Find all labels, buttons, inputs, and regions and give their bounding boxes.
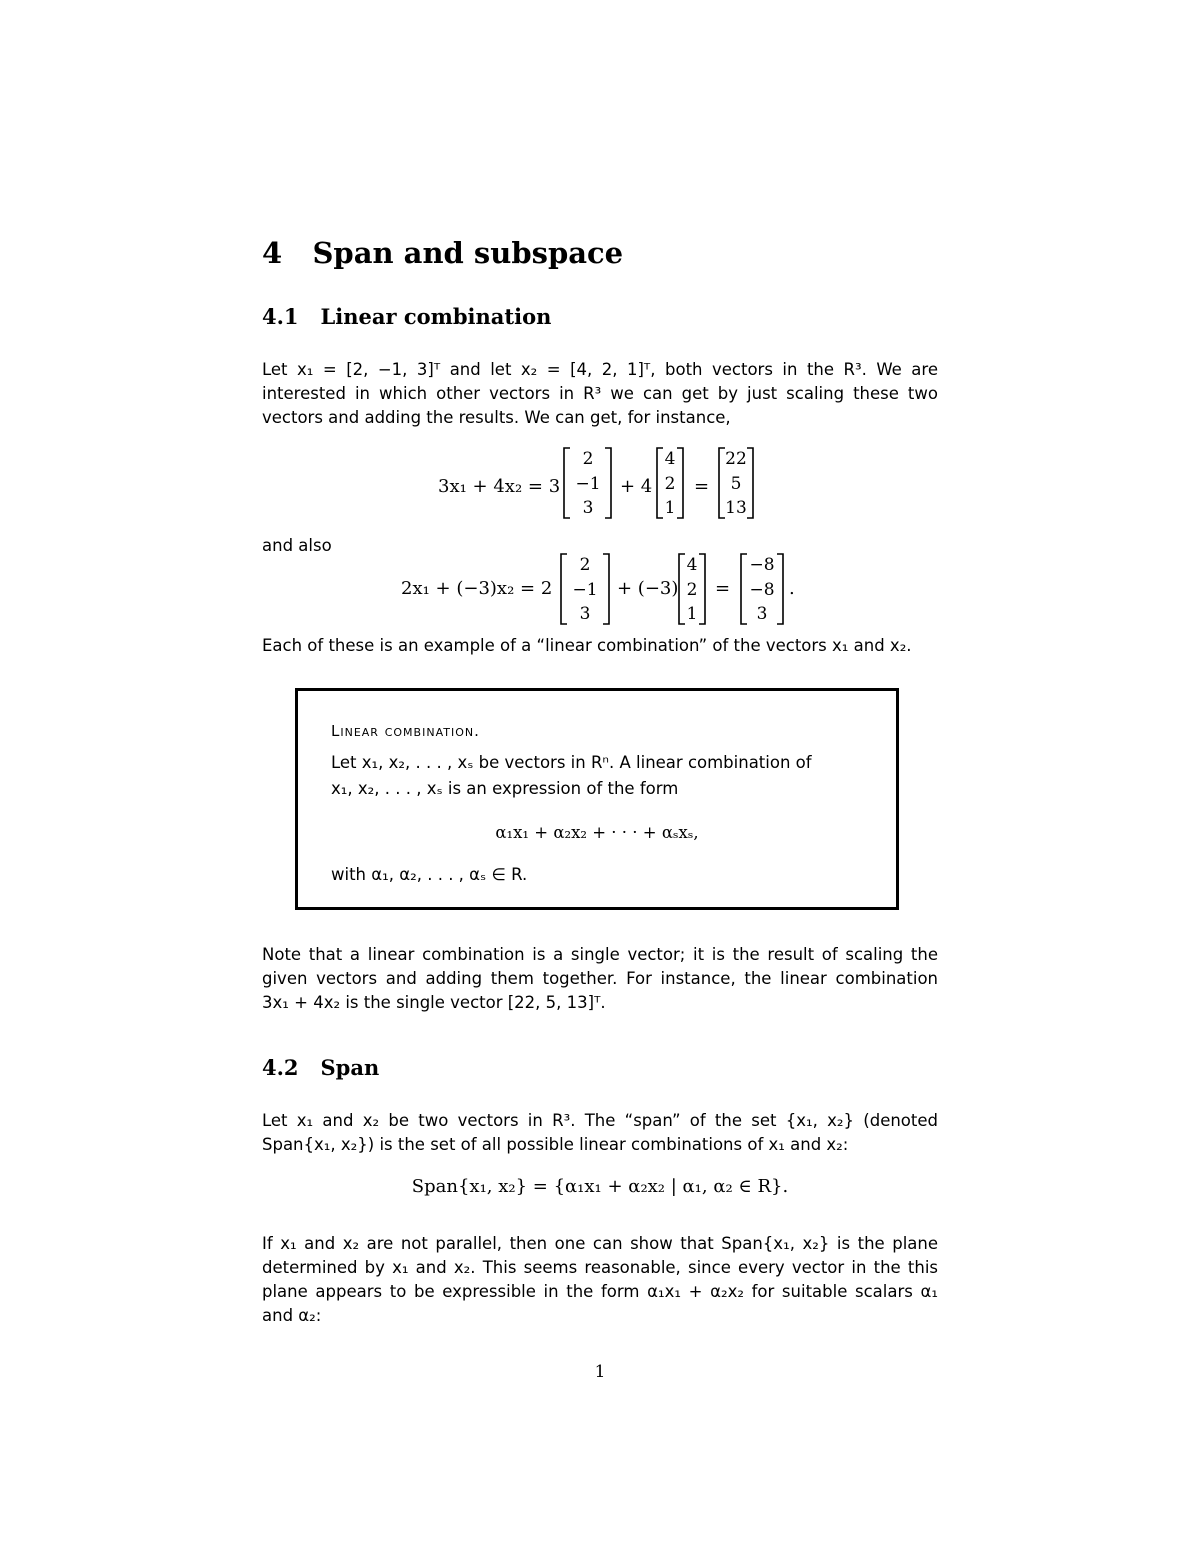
vector-entry: 1	[664, 498, 676, 518]
vector-entry: −8	[749, 580, 775, 600]
subsection-number: 4.1	[262, 304, 299, 329]
text-line: vectors and adding the results. We can get, for instance,	[262, 408, 731, 427]
page-number: 1	[594, 1362, 606, 1382]
definition-formula: α₁x₁ + α₂x₂ + · · · + αₛxₛ,	[495, 823, 699, 842]
paragraph-plane	[262, 1232, 938, 1328]
vector-entry: 13	[725, 498, 747, 518]
vector-entry: −1	[575, 474, 601, 494]
text-line: Let x₁ = [2, −1, 3]ᵀ and let x₂ = [4, 2, 1]ᵀ, both vectors in the R³. We are	[262, 360, 938, 379]
equation-lhs: 3x₁ + 4x₂ = 3	[438, 476, 561, 497]
subsection-number: 4.2	[262, 1055, 299, 1080]
equation-linear-combination-2	[395, 548, 815, 638]
text-and-also: and also	[262, 536, 332, 555]
section-heading	[262, 236, 623, 270]
definition-line: x₁, x₂, . . . , xₛ is an expression of the form	[331, 779, 679, 798]
equation-span-definition: Span{x₁, x₂} = {α₁x₁ + α₂x₂ | α₁, α₂ ∈ R}.	[411, 1176, 789, 1197]
text-line: Let x₁ and x₂ be two vectors in R³. The “span” of the set {x₁, x₂} (denoted	[262, 1111, 938, 1130]
text-line: Span{x₁, x₂}) is the set of all possible linear combinations of x₁ and x₂:	[262, 1135, 849, 1154]
vector-entry: 2	[664, 474, 676, 494]
definition-box	[295, 688, 899, 910]
text-line: determined by x₁ and x₂. This seems reasonable, since every vector in the this	[262, 1258, 938, 1277]
vector-entry: 3	[579, 604, 591, 624]
text-line: given vectors and adding them together. For instance, the linear combination	[262, 969, 938, 988]
text-line: If x₁ and x₂ are not parallel, then one can show that Span{x₁, x₂} is the plane	[262, 1234, 938, 1253]
subsection-heading-linear-combination	[262, 304, 551, 329]
equation-period: .	[789, 578, 795, 599]
equals-sign: =	[694, 476, 710, 497]
section-number: 4	[262, 236, 283, 270]
paragraph-span-intro	[262, 1109, 938, 1157]
text-line: interested in which other vectors in R³ we can get by just scaling these two	[262, 384, 938, 403]
text-line: 3x₁ + 4x₂ is the single vector [22, 5, 13]ᵀ.	[262, 993, 606, 1012]
equation-lhs: 2x₁ + (−3)x₂ = 2	[401, 578, 553, 599]
equals-sign: =	[715, 578, 731, 599]
equation-operator: + (−3)	[617, 578, 679, 599]
section-title: Span and subspace	[312, 236, 624, 270]
vector-entry: 3	[756, 604, 768, 624]
paragraph-note	[262, 943, 938, 1015]
subsection-title: Linear combination	[320, 304, 552, 329]
vector-entry: 2	[686, 580, 698, 600]
text-line: and α₂:	[262, 1306, 322, 1325]
vector-entry: 5	[730, 474, 742, 494]
subsection-heading-span	[262, 1055, 379, 1080]
vector-entry: 22	[725, 449, 747, 469]
definition-line: with α₁, α₂, . . . , αₛ ∈ R.	[331, 865, 528, 884]
text-line: Note that a linear combination is a single vector; it is the result of scaling the	[262, 945, 938, 964]
equation-linear-combination-1	[430, 440, 770, 530]
paragraph-examples: Each of these is an example of a “linear combination” of the vectors x₁ and x₂.	[262, 636, 912, 655]
vector-entry: 4	[664, 449, 676, 469]
subsection-title: Span	[320, 1055, 380, 1080]
vector-entry: −8	[749, 555, 775, 575]
vector-entry: −1	[572, 580, 598, 600]
equation-operator: + 4	[620, 476, 653, 497]
vector-entry: 2	[582, 449, 594, 469]
text-line: plane appears to be expressible in the form α₁x₁ + α₂x₂ for suitable scalars α₁	[262, 1282, 938, 1301]
vector-entry: 3	[582, 498, 594, 518]
vector-entry: 4	[686, 555, 698, 575]
vector-entry: 2	[579, 555, 591, 575]
definition-heading: Linear combination.	[331, 722, 480, 740]
definition-line: Let x₁, x₂, . . . , xₛ be vectors in Rⁿ. A linear combination of	[331, 753, 812, 772]
vector-entry: 1	[686, 604, 698, 624]
paragraph-intro	[262, 358, 938, 430]
